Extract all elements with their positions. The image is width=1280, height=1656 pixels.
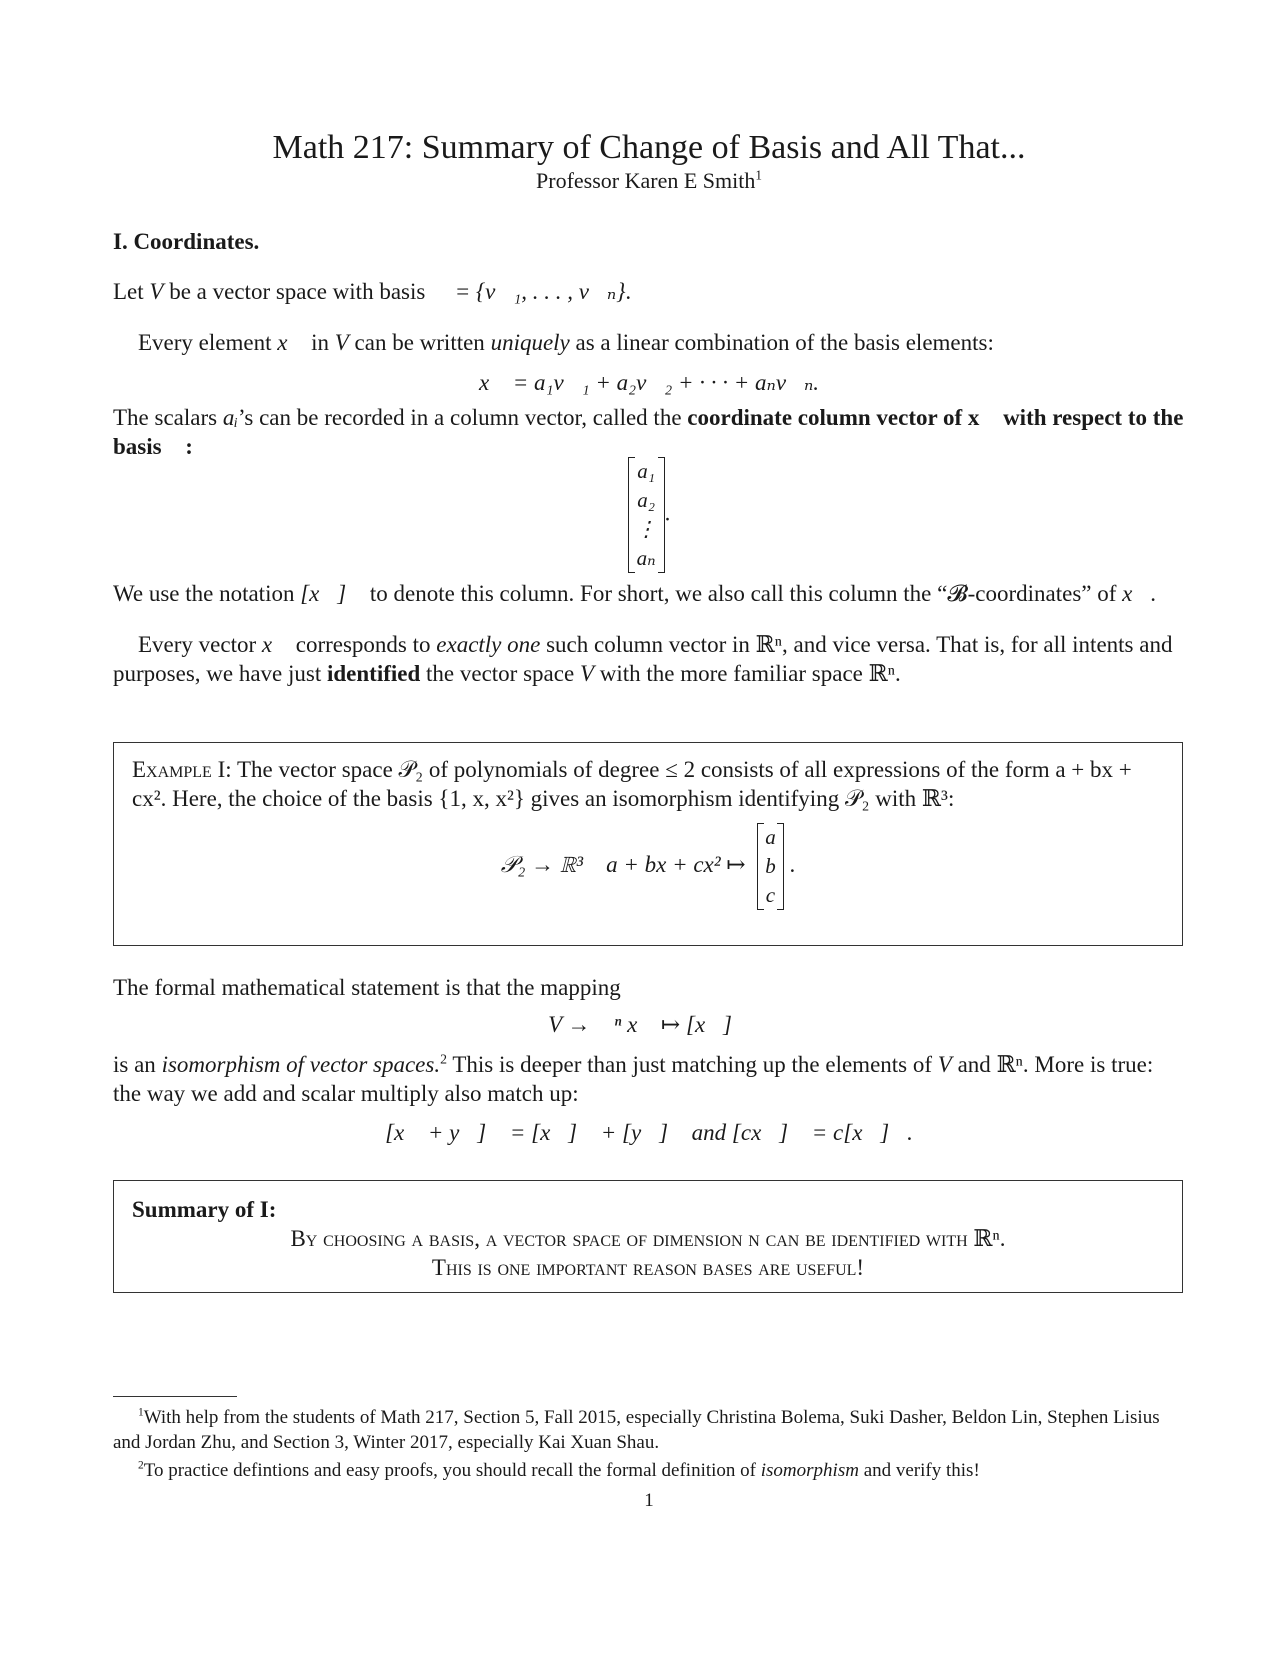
footnote-divider	[113, 1396, 237, 1397]
footnote-1: $^1$With help from the students of Math 217, Section 5, Fall 2015, especially Christina Bolema, Suki Dasher, Beldon Lin, Stephen Lisius and Jordan Zhu, and Section 3, Winter 2017, especially Kai Xuan Shau.	[113, 1406, 1160, 1453]
example-text: Example I: The vector space 𝒫₂ of polynomials of degree ≤ 2 consists of all expressions of the form a + bx + cx². Here, the choice of the basis {1, x, x²} gives an isomorphism identifying 𝒫₂ with ℝ³:	[132, 757, 1132, 811]
paragraph-unique: Every element x⃗ in V can be written uniquely as a linear combination of the basis elements:	[138, 330, 994, 355]
coordinate-column: a₁ a₂ ⋮ aₙ .	[113, 457, 1185, 573]
summary-heading: Summary of I:	[132, 1197, 277, 1222]
paragraph-coordinate-vector: The scalars aᵢ’s can be recorded in a column vector, called the coordinate column vector of x⃗ with respect to the basis 𝓑:	[113, 405, 1184, 459]
equation-mapping: V → ℝⁿ x⃗ ↦ [x⃗]𝓑	[548, 1012, 750, 1037]
example-box	[113, 742, 1183, 946]
paragraph-basis: Let V be a vector space with basis 𝓑 = {v⃗₁, . . . , v⃗ₙ}.	[113, 279, 632, 304]
author-line: Professor Karen E Smith$^1$	[536, 167, 762, 193]
footnote-2: $^2$To practice defintions and easy proofs, you should recall the formal definition of isomorphism and verify this!	[138, 1459, 980, 1481]
page-title: Math 217: Summary of Change of Basis and All That...	[272, 129, 1026, 166]
equation-linearity: [x⃗ + y⃗]𝓑 = [x⃗]𝓑 + [y⃗]𝓑 and [cx⃗]𝓑 = c[x⃗]𝓑.	[385, 1120, 913, 1145]
paragraph-mapping: The formal mathematical statement is that the mapping	[113, 975, 621, 1000]
summary-line-1: By choosing a basis, a vector space of dimension n can be identified with ℝⁿ.	[290, 1226, 1006, 1251]
column-matrix: a₁ a₂ ⋮ aₙ	[628, 457, 665, 573]
paragraph-identified: Every vector x⃗ corresponds to exactly one such column vector in ℝⁿ, and vice versa. That is, for all intents and purposes, we have just identified the vector space V with the more familiar space ℝⁿ.	[113, 632, 1173, 686]
page-number: 1	[644, 1490, 654, 1511]
footnote-mark: 1	[755, 167, 762, 183]
paragraph-isomorphism: is an isomorphism of vector spaces.$^2$ This is deeper than just matching up the elements of V and ℝⁿ. More is true: the way we add and scalar multiply also match up:	[113, 1051, 1154, 1106]
summary-box	[113, 1180, 1183, 1293]
equation-linear-combination: x⃗ = a₁v⃗₁ + a₂v⃗₂ + · · · + aₙv⃗ₙ.	[478, 370, 820, 395]
example-map: 𝒫₂ → ℝ³ a + bx + cx² ↦ a b c .	[132, 823, 1164, 910]
section-heading: I. Coordinates.	[113, 229, 260, 254]
paragraph-notation: We use the notation [x⃗]𝓑 to denote this column. For short, we also call this column the “𝓑-coordinates” of x⃗.	[113, 581, 1157, 606]
example-column: a b c	[757, 823, 784, 910]
summary-line-2: This is one important reason bases are useful!	[431, 1255, 865, 1280]
